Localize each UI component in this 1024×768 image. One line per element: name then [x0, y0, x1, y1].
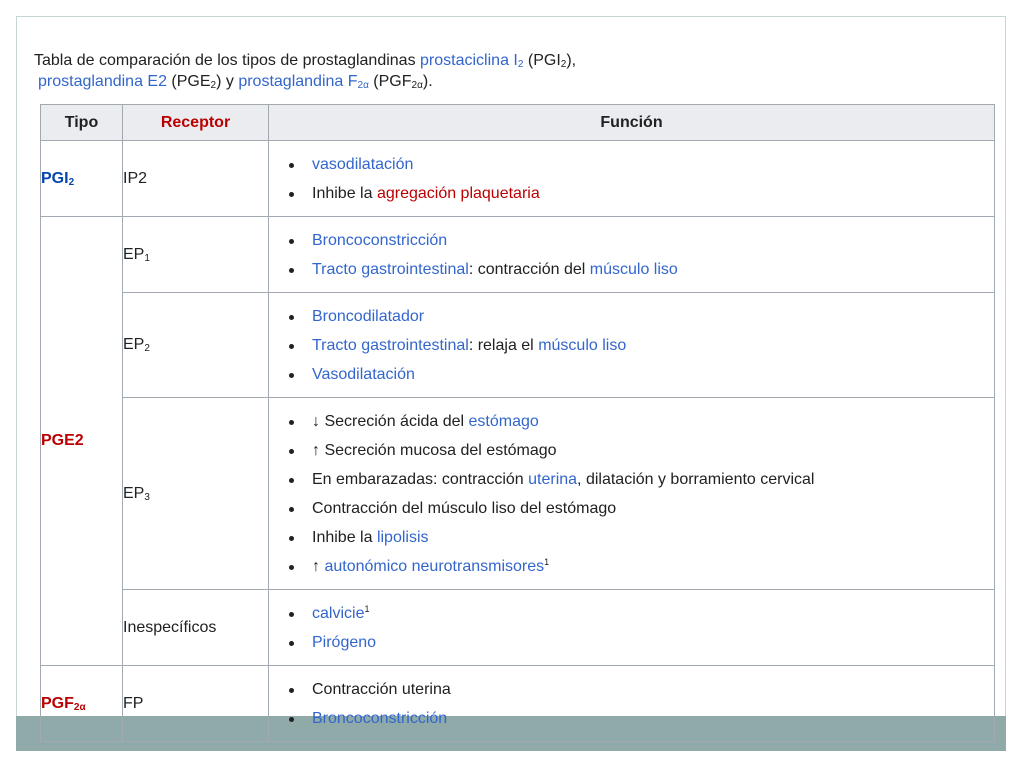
funcion-pgi2 — [269, 141, 995, 217]
link-prostaciclina[interactable]: prostaciclina $I_2$ — [420, 52, 524, 70]
caption-line-1: Tabla de comparación de los tipos de prostaglandinas prostaciclina $I_2$ $(PGI_2)$, — [34, 52, 577, 70]
receptor-ep3: $EP_3$ — [123, 398, 269, 590]
table-row-pgi2 — [41, 141, 995, 217]
funcion-inespecificos — [269, 590, 995, 666]
receptor-fp: FP — [123, 666, 269, 742]
tipo-pgi2[interactable]: $PGI_2$ — [41, 141, 123, 217]
funcion-ep1 — [269, 217, 995, 293]
link-prostaglandina-e2[interactable]: prostaglandina E2 — [38, 73, 167, 90]
list-item: ↓ Secreción ácida del estómago — [289, 407, 994, 436]
list-item: Tracto gastrointestinal: contracción del músculo liso — [289, 255, 994, 284]
link-vasodilatacion[interactable]: vasodilatación — [312, 156, 414, 173]
reference-marker[interactable]: 1 — [544, 557, 550, 567]
link-uterina[interactable]: uterina — [528, 471, 578, 488]
link-broncoconstriccion[interactable]: Broncoconstricción — [312, 232, 448, 249]
link-prostaglandina-f2a[interactable]: prostaglandina $F_{2\alpha}$ — [238, 73, 369, 91]
list-item — [289, 360, 994, 389]
header-tipo: Tipo — [41, 105, 123, 141]
list-item — [289, 302, 994, 331]
link-agregacion-plaquetaria[interactable]: agregación plaquetaria — [376, 185, 540, 202]
list-item: Contracción del músculo liso del estómago — [289, 494, 994, 523]
receptor-ip2: IP2 — [123, 141, 269, 217]
list-item: Contracción uterina — [289, 675, 994, 704]
list-item: En embarazadas: contracción uterina, dilatación y borramiento cervical — [289, 465, 994, 494]
link-estomago[interactable]: estómago — [468, 413, 539, 430]
list-item: Inhibe la lipolisis — [289, 523, 994, 552]
header-receptor: Receptor — [123, 105, 269, 141]
link-broncodilatador[interactable]: Broncodilatador — [312, 308, 425, 325]
link-neurotransmisores[interactable]: autonómico neurotransmisores — [324, 558, 545, 575]
link-vasodilatacion-2[interactable]: Vasodilatación — [312, 366, 415, 383]
funcion-pgf2a — [269, 666, 995, 742]
list-item — [289, 628, 994, 657]
funcion-ep3 — [269, 398, 995, 590]
header-row — [41, 105, 995, 141]
tipo-pge2[interactable]: PGE2 — [41, 217, 123, 666]
receptor-inespecificos: Inespecíficos — [123, 590, 269, 666]
receptor-ep2: $EP_2$ — [123, 293, 269, 398]
list-item: ↑ Secreción mucosa del estómago — [289, 436, 994, 465]
link-lipolisis[interactable]: lipolisis — [376, 529, 429, 546]
table-row-ep2 — [41, 293, 995, 398]
caption-line-2: prostaglandina E2 $(PGE_2)$ y prostaglandina $F_{2\alpha}$ $(PGF_{2\alpha})$. — [38, 73, 433, 91]
list-item: Inhibe la agregación plaquetaria — [289, 179, 994, 208]
list-item: Tracto gastrointestinal: relaja el músculo liso — [289, 331, 994, 360]
link-broncoconstriccion-2[interactable]: Broncoconstricción — [312, 710, 448, 727]
list-item — [289, 226, 994, 255]
table-row-pgf2a — [41, 666, 995, 742]
tipo-pgf2a[interactable]: $PGF_{2\alpha}$ — [41, 666, 123, 742]
list-item: ↑ autonómico neurotransmisores$^1$ — [289, 552, 994, 581]
table-caption — [34, 50, 934, 92]
link-tracto-gastrointestinal[interactable]: Tracto gastrointestinal — [312, 261, 469, 278]
receptor-ep1: $EP_1$ — [123, 217, 269, 293]
link-tracto-gastrointestinal[interactable]: Tracto gastrointestinal — [312, 337, 469, 354]
list-item — [289, 599, 994, 628]
table-row-ep3 — [41, 398, 995, 590]
table-row-inespecificos — [41, 590, 995, 666]
link-musculo-liso[interactable]: músculo liso — [589, 261, 678, 278]
list-item — [289, 150, 994, 179]
link-calvicie[interactable]: calvicie — [312, 605, 365, 622]
table-row-ep1 — [41, 217, 995, 293]
prostaglandin-table — [40, 104, 995, 742]
reference-marker[interactable]: 1 — [364, 604, 370, 614]
link-pirogeno[interactable]: Pirógeno — [312, 634, 377, 651]
funcion-ep2 — [269, 293, 995, 398]
list-item — [289, 704, 994, 733]
header-funcion: Función — [269, 105, 995, 141]
link-musculo-liso[interactable]: músculo liso — [538, 337, 627, 354]
